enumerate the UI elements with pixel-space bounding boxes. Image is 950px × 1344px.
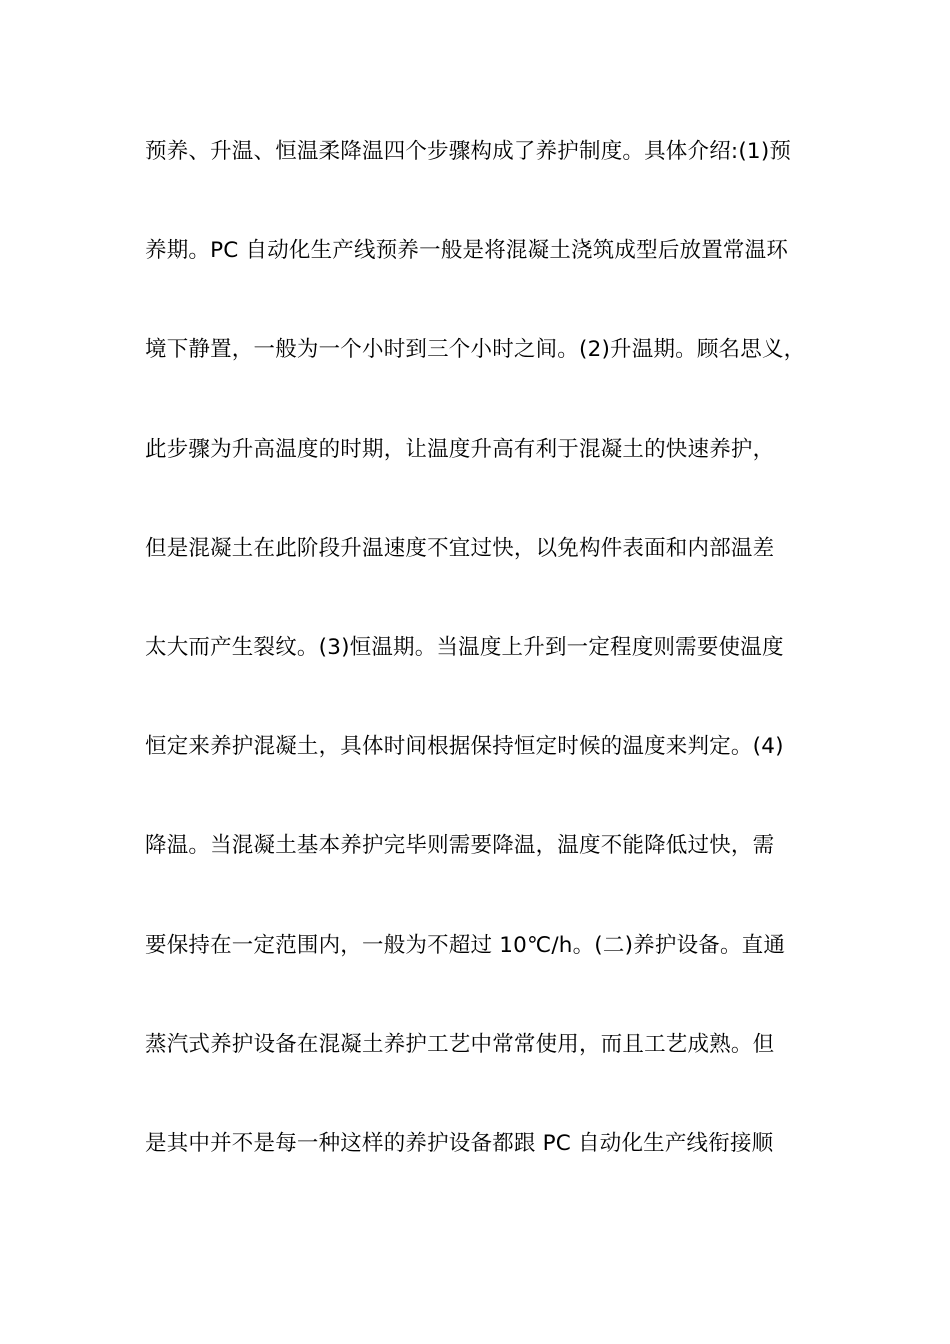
text-line-2: 养期。PC 自动化生产线预养一般是将混凝土浇筑成型后放置常温环 xyxy=(145,238,789,264)
text-line-3: 境下静置，一般为一个小时到三个小时之间。(2)升温期。顾名思义， xyxy=(145,337,806,363)
text-line-7: 恒定来养护混凝土，具体时间根据保持恒定时候的温度来判定。(4) xyxy=(145,734,784,760)
text-line-8: 降温。当混凝土基本养护完毕则需要降温，温度不能降低过快，需 xyxy=(145,833,775,859)
text-line-6: 太大而产生裂纹。(3)恒温期。当温度上升到一定程度则需要使温度 xyxy=(145,634,784,660)
text-line-11: 是其中并不是每一种这样的养护设备都跟 PC 自动化生产线衔接顺 xyxy=(145,1130,774,1156)
text-line-1: 预养、升温、恒温柔降温四个步骤构成了养护制度。具体介绍:(1)预 xyxy=(145,139,792,164)
text-line-4: 此步骤为升高温度的时期，让温度升高有利于混凝土的快速养护， xyxy=(145,436,775,462)
text-line-10: 蒸汽式养护设备在混凝土养护工艺中常常使用，而且工艺成熟。但 xyxy=(145,1031,775,1057)
text-line-9: 要保持在一定范围内，一般为不超过 10℃/h。(二)养护设备。直通 xyxy=(145,932,786,958)
body-text xyxy=(145,128,825,1219)
text-line-5: 但是混凝土在此阶段升温速度不宜过快，以免构件表面和内部温差 xyxy=(145,535,775,561)
